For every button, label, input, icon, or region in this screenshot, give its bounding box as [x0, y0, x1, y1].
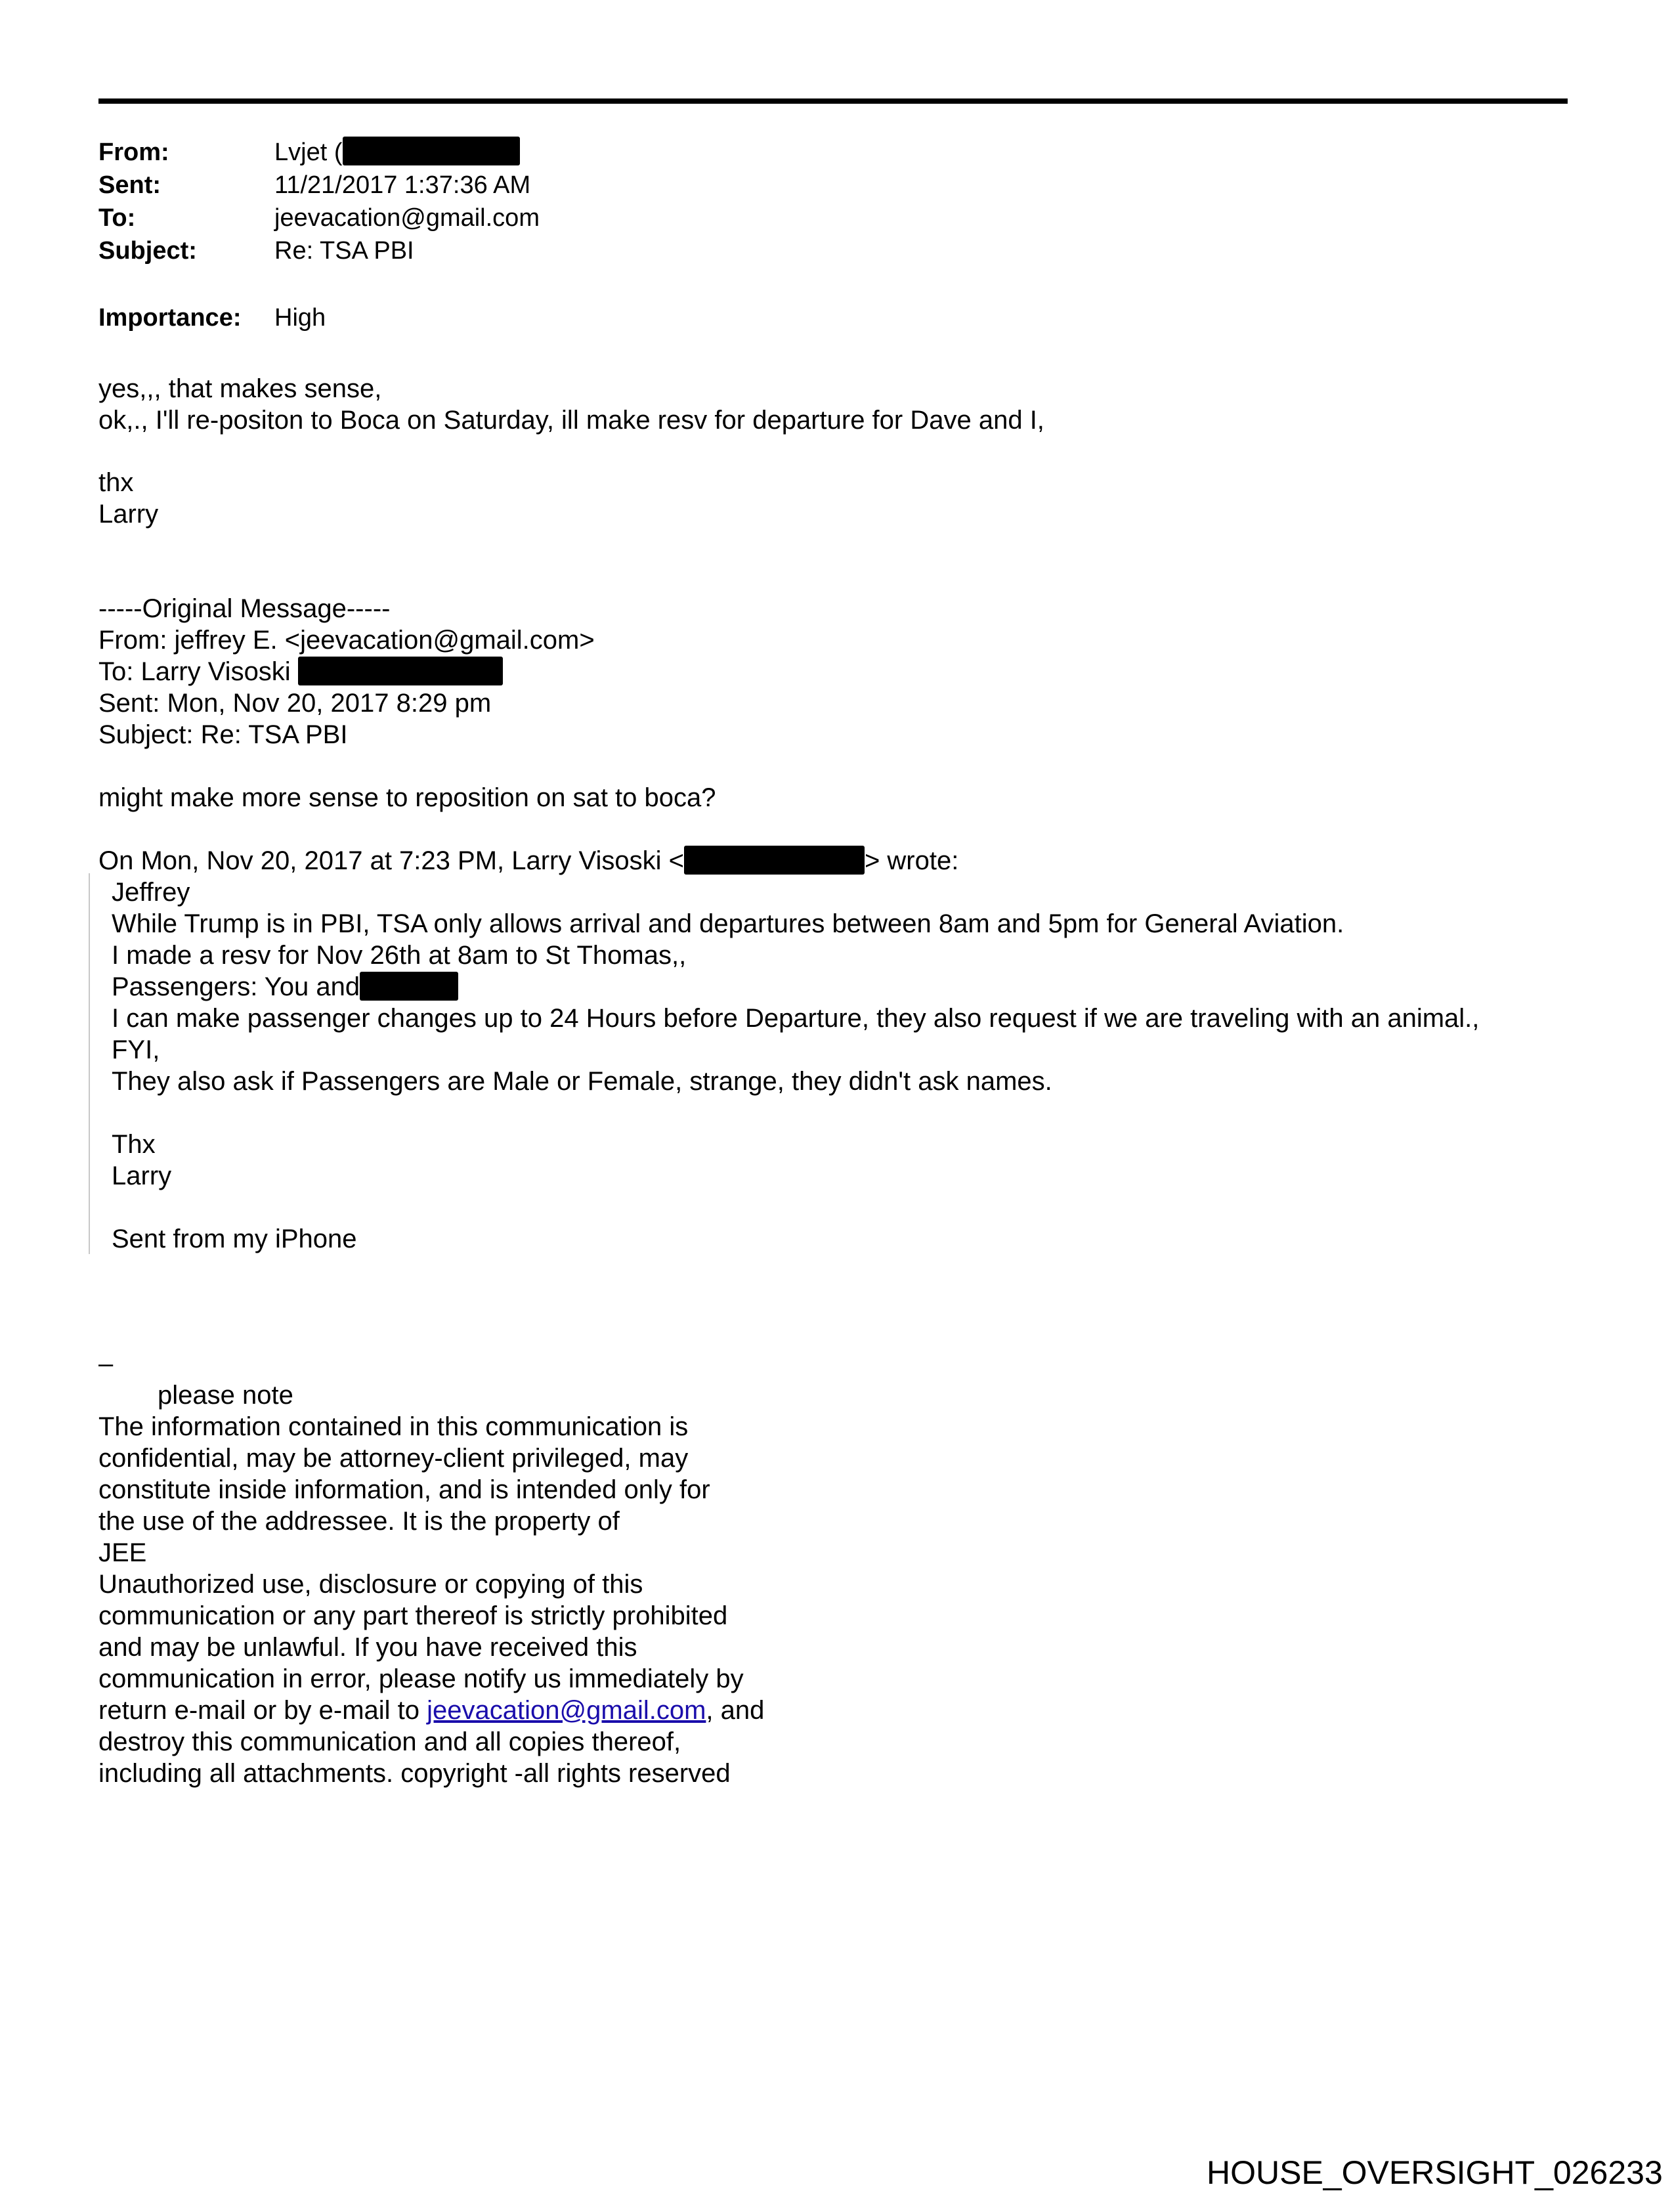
from-name: Lvjet: [274, 139, 328, 166]
quoted-sent-from: Sent from my iPhone: [112, 1225, 357, 1253]
to-label: To:: [98, 204, 136, 232]
from-value: [274, 136, 520, 169]
original-from-line: From: jeffrey E. <jeevacation@gmail.com>: [98, 626, 595, 655]
from-label: From:: [98, 139, 169, 166]
signature-dash: –: [98, 1349, 114, 1378]
disclaimer-note: please note: [158, 1381, 293, 1410]
quoted-line: I made a resv for Nov 26th at 8am to St Thomas,,: [112, 941, 687, 970]
sent-value: 11/21/2017 1:37:36 AM: [274, 171, 531, 199]
bates-number: HOUSE_OVERSIGHT_026233: [1207, 2154, 1663, 2191]
quoted-intro-pre: On Mon, Nov 20, 2017 at 7:23 PM, Larry Visoski <: [98, 846, 684, 875]
reply-line: thx: [98, 468, 134, 497]
disclaimer-return-line: [98, 1695, 764, 1726]
email-link[interactable]: jeevacation@gmail.com: [427, 1696, 706, 1725]
quoted-line: FYI,: [112, 1035, 160, 1064]
importance-value: High: [274, 304, 326, 332]
original-subject-line: Subject: Re: TSA PBI: [98, 720, 348, 749]
original-separator: -----Original Message-----: [98, 594, 391, 623]
quoted-intro: [98, 845, 958, 877]
original-to-line: [98, 656, 503, 687]
disclaimer-line: communication or any part thereof is strictly prohibited: [98, 1601, 728, 1630]
redaction-block: [343, 137, 520, 165]
header-rule: [98, 98, 1568, 104]
reply-line: ok,., I'll re-positon to Boca on Saturday, ill make resv for departure for Dave and I,: [98, 406, 1044, 435]
quoted-line: While Trump is in PBI, TSA only allows arrival and departures between 8am and 5pm for General Aviation.: [112, 909, 1344, 938]
disclaimer-return-pre: return e-mail or by e-mail to: [98, 1696, 427, 1725]
quoted-passengers-line: [112, 971, 458, 1003]
disclaimer-line: The information contained in this communication is: [98, 1412, 689, 1441]
quoted-line: I can make passenger changes up to 24 Hours before Departure, they also request if we are traveling with an animal.,: [112, 1004, 1480, 1033]
disclaimer-line: JEE: [98, 1538, 147, 1567]
sent-label: Sent:: [98, 171, 161, 199]
quoted-line: Thx: [112, 1130, 156, 1159]
disclaimer-line: and may be unlawful. If you have received this: [98, 1633, 637, 1662]
redaction-block: [684, 846, 865, 875]
original-to-text: To: Larry Visoski: [98, 657, 291, 686]
quoted-line: They also ask if Passengers are Male or Female, strange, they didn't ask names.: [112, 1067, 1052, 1096]
quoted-intro-post: > wrote:: [864, 846, 959, 875]
disclaimer-line: destroy this communication and all copies thereof,: [98, 1727, 681, 1756]
quoted-signature: Larry: [112, 1161, 172, 1190]
disclaimer-line: confidential, may be attorney-client privileged, may: [98, 1444, 689, 1473]
disclaimer-line: communication in error, please notify us immediately by: [98, 1664, 744, 1693]
disclaimer-line: the use of the addressee. It is the property of: [98, 1507, 620, 1536]
quoted-passengers-text: Passengers: You and: [112, 972, 360, 1001]
disclaimer-line: constitute inside information, and is intended only for: [98, 1475, 710, 1504]
disclaimer-line: Unauthorized use, disclosure or copying of this: [98, 1570, 643, 1599]
from-paren: (: [333, 139, 343, 166]
subject-value: Re: TSA PBI: [274, 237, 414, 265]
quoted-line: Jeffrey: [112, 878, 190, 907]
importance-label: Importance:: [98, 304, 242, 332]
subject-label: Subject:: [98, 237, 197, 265]
disclaimer-return-post: , and: [706, 1696, 765, 1725]
redaction-block: [360, 972, 458, 1001]
disclaimer-line: including all attachments. copyright -all rights reserved: [98, 1759, 731, 1788]
original-body: might make more sense to reposition on sat to boca?: [98, 783, 716, 812]
to-value: jeevacation@gmail.com: [274, 204, 540, 232]
reply-signature: Larry: [98, 500, 159, 529]
quote-bar: [89, 873, 90, 1254]
redaction-block: [298, 657, 503, 685]
original-sent-line: Sent: Mon, Nov 20, 2017 8:29 pm: [98, 689, 492, 718]
reply-line: yes,,, that makes sense,: [98, 374, 382, 403]
